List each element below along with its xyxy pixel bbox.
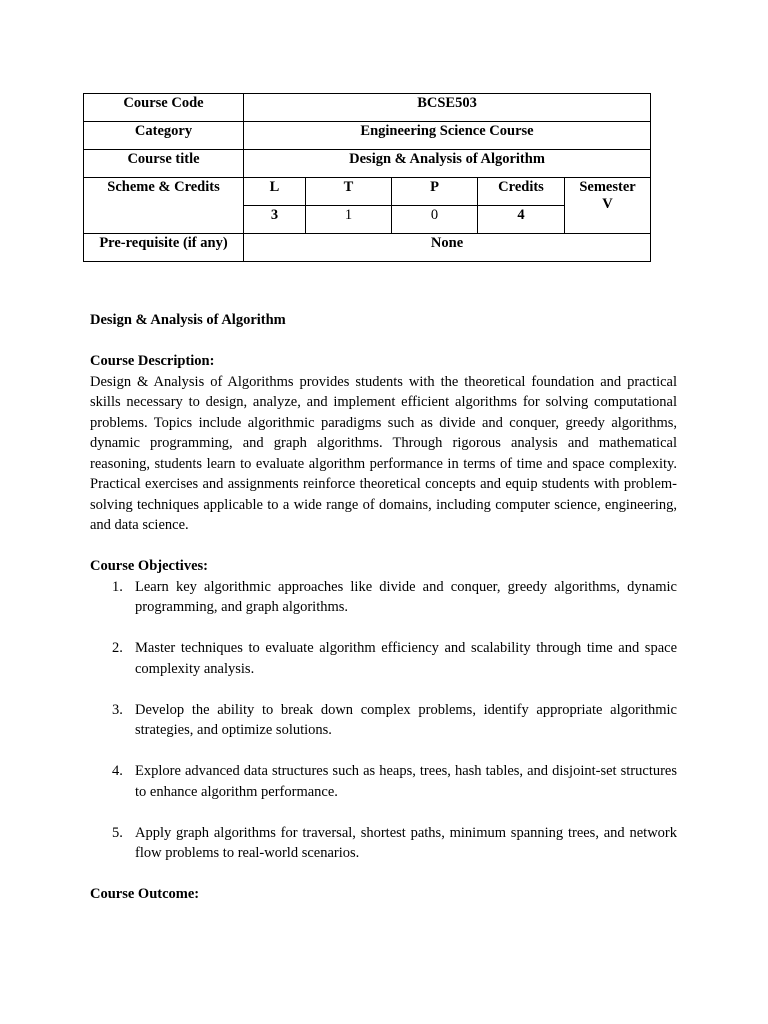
section-title: Design & Analysis of Algorithm [90, 312, 286, 328]
objective-number: 3. [112, 701, 123, 718]
objective-number: 2. [112, 640, 123, 656]
category-label: Category [84, 122, 244, 150]
col-l-header: L [244, 178, 306, 206]
document-body [90, 310, 677, 905]
description-heading: Course Description: [90, 353, 215, 369]
scheme-label: Scheme & Credits [84, 178, 244, 234]
prereq-label: Pre-requisite (if any) [84, 234, 244, 262]
row-category [84, 122, 651, 150]
objective-text: Develop the ability to break down complex problems, identify appropriate algorithmic strategies, and optimize solutions. [135, 701, 677, 738]
val-credits: 4 [478, 206, 565, 234]
objective-text: Learn key algorithmic approaches like divide and conquer, greedy algorithms, dynamic programming, and graph algorithms. [135, 578, 677, 615]
objective-text: Explore advanced data structures such as heaps, trees, hash tables, and disjoint-set structures to enhance algorithm performance. [135, 763, 677, 800]
col-p-header: P [392, 178, 478, 206]
course-code-value: BCSE503 [244, 94, 651, 122]
objectives-heading: Course Objectives: [90, 558, 208, 574]
objective-text: Master techniques to evaluate algorithm efficiency and scalability through time and space complexity analysis. [135, 640, 677, 677]
semester-cell [565, 178, 651, 234]
col-credits-header: Credits [478, 178, 565, 206]
description-text: Design & Analysis of Algorithms provides students with the theoretical foundation and practical skills necessary to design, analyze, and implement efficient algorithms for solving computational problems. Topics include algorithmic paradigms such as divide and conquer, greedy algorithms, dynamic programming, and graph algorithms. Through rigorous analysis and mathematical reasoning, students learn to evaluate algorithm performance in terms of time and space complexity. Practical exercises and assignments reinforce theoretical concepts and equip students with problem-solving techniques applicable to a wide range of domains, including computer science, engineering, and data science. [90, 373, 677, 533]
val-l: 3 [244, 206, 306, 234]
category-value: Engineering Science Course [244, 122, 651, 150]
course-info-table [83, 93, 651, 262]
row-scheme-header [84, 178, 651, 206]
objective-text: Apply graph algorithms for traversal, shortest paths, minimum spanning trees, and network flow problems to real-world scenarios. [135, 824, 677, 861]
outcome-heading: Course Outcome: [90, 886, 200, 902]
objective-number: 1. [112, 578, 123, 595]
val-p: 0 [392, 206, 478, 234]
semester-value: V [602, 196, 613, 212]
prereq-value: None [244, 234, 651, 262]
col-t-header: T [306, 178, 392, 206]
objective-item [90, 577, 677, 618]
objective-number: 4. [112, 763, 123, 779]
objective-item [90, 638, 677, 679]
objectives-list [90, 577, 677, 864]
semester-label: Semester [579, 179, 636, 195]
course-title-value: Design & Analysis of Algorithm [244, 150, 651, 178]
objective-item [90, 823, 677, 864]
row-prerequisite [84, 234, 651, 262]
objective-item [90, 700, 677, 741]
course-code-label: Course Code [84, 94, 244, 122]
objective-item [90, 761, 677, 802]
val-t: 1 [306, 206, 392, 234]
course-title-label: Course title [84, 150, 244, 178]
objective-number: 5. [112, 824, 123, 841]
row-course-code [84, 94, 651, 122]
row-course-title [84, 150, 651, 178]
